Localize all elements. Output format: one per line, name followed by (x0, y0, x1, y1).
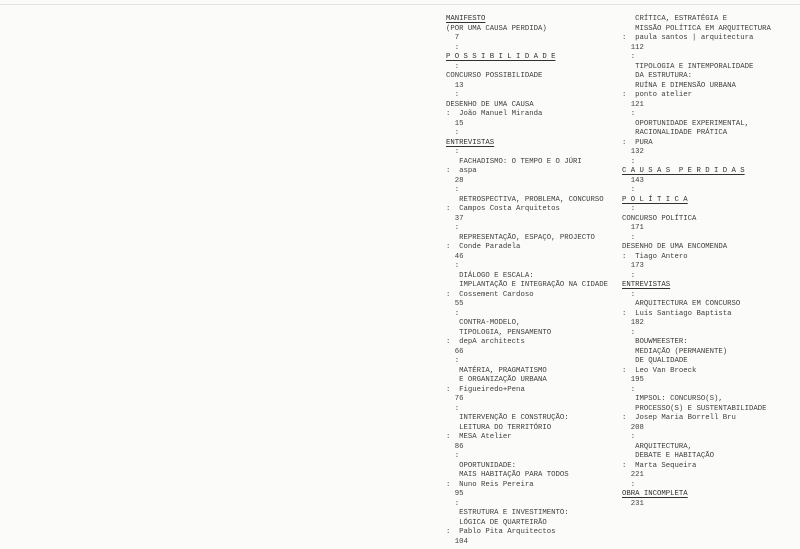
toc-line: 7 (446, 34, 460, 42)
toc-line: : (622, 53, 636, 61)
toc-line: 173 (622, 262, 644, 270)
toc-line: MISSÃO POLÍTICA EM ARQUITECTURA (622, 24, 771, 33)
toc-line: : Tiago Antero (622, 252, 688, 261)
toc-line: 171 (622, 224, 644, 232)
toc-line: OPORTUNIDADE EXPERIMENTAL, (622, 119, 749, 128)
toc-line: CONTRA-MODELO, (446, 319, 521, 327)
toc-line: DA ESTRUTURA: (622, 72, 693, 80)
toc-line: : (446, 62, 460, 71)
toc-line: : (622, 110, 636, 118)
toc-line: TIPOLOGIA E INTEMPORALIDADE (622, 62, 754, 71)
toc-line: 55 (446, 300, 464, 308)
toc-line: 143 (622, 176, 644, 185)
toc-line: DESENHO DE UMA CAUSA (446, 100, 534, 109)
toc-line: CONCURSO POLÍTICA (622, 214, 697, 223)
toc-line: 28 (446, 176, 464, 185)
toc-line: : (622, 385, 636, 394)
toc-line: BOUWMEESTER: (622, 338, 688, 346)
toc-column-left (446, 15, 608, 547)
toc-line: : (446, 262, 460, 270)
toc-line: : (622, 205, 636, 213)
toc-section-heading: C A U S A S P E R D I D A S (622, 167, 745, 175)
toc-line: 221 (622, 471, 644, 479)
toc-line: LEITURA DO TERRITÓRIO (446, 423, 552, 432)
toc-line: 76 (446, 395, 464, 403)
toc-line: ARQUITECTURA, (622, 442, 693, 451)
toc-line: : ponto atelier (622, 91, 693, 99)
toc-line: : PURA (622, 138, 653, 147)
toc-line: DIÁLOGO E ESCALA: (446, 271, 534, 280)
toc-line: DESENHO DE UMA ENCOMENDA (622, 243, 728, 251)
toc-line: : (622, 186, 636, 194)
toc-line: RACIONALIDADE PRÁTICA (622, 129, 728, 137)
toc-line: 86 (446, 442, 464, 451)
toc-line: : (622, 328, 636, 337)
toc-line: 15 (446, 119, 464, 128)
toc-line: CONCURSO POSSIBILIDADE (446, 72, 543, 80)
toc-line: ARQUITECTURA EM CONCURSO (622, 300, 741, 308)
toc-line: : (446, 309, 460, 318)
toc-line: ESTRUTURA E INVESTIMENTO: (446, 509, 569, 517)
toc-line: : (622, 157, 636, 166)
toc-line: : (622, 271, 636, 280)
toc-line: DEBATE E HABITAÇÃO (622, 452, 714, 460)
toc-line: : Nuno Reis Pereira (446, 480, 534, 489)
toc-section-heading: OBRA INCOMPLETA (622, 490, 688, 498)
toc-section-heading: P O S S I B I L I D A D E (446, 53, 556, 61)
toc-line: : paula santos | arquitectura (622, 34, 754, 42)
toc-line: : (446, 452, 460, 460)
toc-line: 195 (622, 376, 644, 384)
toc-line: 46 (446, 252, 464, 261)
toc-line: IMPSOL: CONCURSO(S), (622, 395, 723, 403)
toc-line: INTERVENÇÃO E CONSTRUÇÃO: (446, 414, 569, 422)
toc-column-right (622, 15, 771, 509)
toc-line: 112 (622, 43, 644, 52)
toc-line: : (622, 433, 636, 441)
toc-line: E ORGANIZAÇÃO URBANA (446, 376, 547, 384)
toc-line: : Figueiredo+Pena (446, 385, 525, 394)
toc-line: 208 (622, 423, 644, 432)
toc-line: OPORTUNIDADE: (446, 461, 517, 470)
toc-line: : (446, 129, 460, 137)
toc-line: : Conde Paradela (446, 243, 521, 251)
toc-line: : aspa (446, 167, 477, 175)
toc-line: LÓGICA DE QUARTEIRÃO (446, 518, 547, 527)
toc-line: : Luís Santiago Baptista (622, 309, 732, 318)
toc-line: 132 (622, 148, 644, 156)
toc-line: : (622, 290, 636, 299)
toc-line: : Leo Van Broeck (622, 366, 697, 375)
toc-line: : Pablo Pita Arquitectos (446, 528, 556, 536)
toc-line: 182 (622, 319, 644, 327)
toc-line: : (622, 233, 636, 242)
toc-line: : João Manuel Miranda (446, 110, 543, 118)
toc-line: : (446, 404, 460, 413)
toc-line: : (446, 186, 460, 194)
toc-line: 66 (446, 347, 464, 356)
toc-line: : (446, 499, 460, 508)
toc-line: CRÍTICA, ESTRATÉGIA E (622, 15, 728, 23)
toc-line: : (446, 357, 460, 365)
toc-line: : Marta Sequeira (622, 461, 697, 470)
toc-line: : (446, 91, 460, 99)
toc-line: RUÍNA E DIMENSÃO URBANA (622, 81, 736, 90)
toc-line: 13 (446, 81, 464, 90)
toc-line: : (446, 43, 460, 52)
toc-line: FACHADISMO: O TEMPO E O JÚRI (446, 157, 582, 166)
toc-line: : MESA Atelier (446, 433, 512, 441)
toc-section-heading: ENTREVISTAS (622, 281, 671, 289)
toc-line: 95 (446, 490, 464, 498)
toc-line: 121 (622, 100, 644, 109)
toc-section-heading: MANIFESTO (446, 15, 486, 23)
toc-line: : (446, 224, 460, 232)
toc-line: IMPLANTAÇÃO E INTEGRAÇÃO NA CIDADE (446, 281, 609, 289)
toc-line: MATÉRIA, PRAGMATISMO (446, 366, 547, 375)
toc-line: 37 (446, 214, 464, 223)
toc-line: : depA architects (446, 338, 525, 346)
toc-section-heading: ENTREVISTAS (446, 138, 495, 147)
toc-section-heading: P O L Í T I C A (622, 195, 688, 204)
page-edge-line (0, 4, 800, 5)
toc-line: MEDIAÇÃO (PERMANENTE) (622, 347, 728, 356)
toc-line: PROCESSO(S) E SUSTENTABILIDADE (622, 404, 767, 413)
toc-line: RETROSPECTIVA, PROBLEMA, CONCURSO (446, 195, 604, 204)
toc-line: MAIS HABITAÇÃO PARA TODOS (446, 471, 569, 479)
toc-line: (POR UMA CAUSA PERDIDA) (446, 24, 547, 33)
toc-line: 231 (622, 499, 644, 508)
toc-line: DE QUALIDADE (622, 357, 688, 365)
toc-line: : (446, 148, 460, 156)
toc-line: : Campos Costa Arquitetos (446, 205, 560, 213)
toc-line: : Cossement Cardoso (446, 290, 534, 299)
toc-line: TIPOLOGIA, PENSAMENTO (446, 328, 552, 337)
toc-line: REPRESENTAÇÃO, ESPAÇO, PROJECTO (446, 233, 595, 242)
toc-line: : (622, 480, 636, 489)
toc-line: 104 (446, 537, 468, 546)
toc-line: : Josep Maria Borrell Bru (622, 414, 736, 422)
